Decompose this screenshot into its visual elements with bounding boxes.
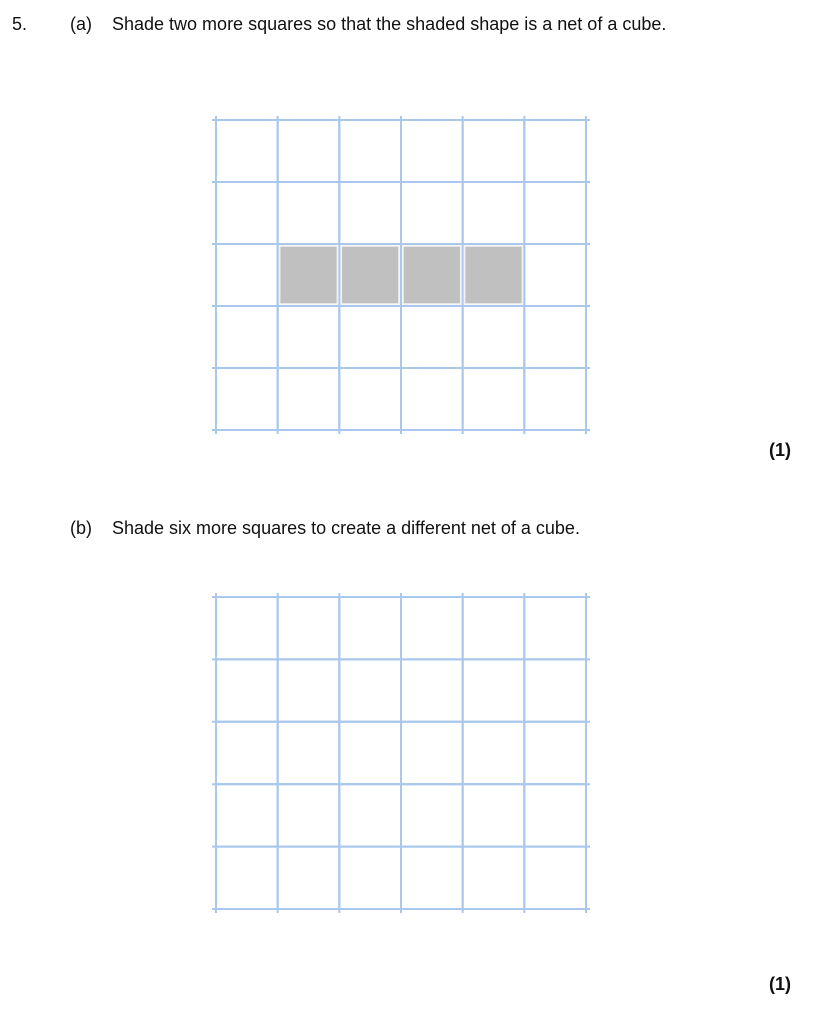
part-a-grid-cell-r2-c3[interactable] (403, 246, 461, 304)
part-b-grid-cell-r1-c2[interactable] (339, 659, 401, 721)
part-b-grid-cell-r0-c4[interactable] (463, 597, 525, 659)
part-b-grid-cell-r2-c5[interactable] (524, 722, 586, 784)
part-b-grid-cell-r4-c1[interactable] (278, 847, 340, 909)
part-a-grid-cell-r2-c4[interactable] (465, 246, 523, 304)
part-a-grid-cell-r3-c2[interactable] (339, 306, 401, 368)
part-a-grid-cell-r3-c1[interactable] (278, 306, 340, 368)
part-b-grid-cell-r2-c1[interactable] (278, 722, 340, 784)
part-b-grid-cell-r2-c2[interactable] (339, 722, 401, 784)
part-a-label: (a) (70, 14, 92, 34)
part-a-grid-cell-r3-c5[interactable] (524, 306, 586, 368)
part-a-grid-cell-r4-c2[interactable] (339, 368, 401, 430)
part-a-grid-cell-r0-c0[interactable] (216, 120, 278, 182)
part-a-grid-cell-r1-c2[interactable] (339, 182, 401, 244)
part-a-grid-cell-r4-c5[interactable] (524, 368, 586, 430)
part-b-grid-svg[interactable] (216, 597, 586, 909)
part-a-grid-cell-r1-c5[interactable] (524, 182, 586, 244)
part-b-grid-cell-r4-c0[interactable] (216, 847, 278, 909)
part-b-grid-cell-r1-c4[interactable] (463, 659, 525, 721)
part-b-grid-cell-r4-c2[interactable] (339, 847, 401, 909)
part-a-grid-cell-r0-c2[interactable] (339, 120, 401, 182)
part-b-grid-cell-r0-c5[interactable] (524, 597, 586, 659)
part-b-grid-cell-r0-c0[interactable] (216, 597, 278, 659)
part-b-grid-cell-r2-c3[interactable] (401, 722, 463, 784)
part-b-grid-cell-r0-c1[interactable] (278, 597, 340, 659)
part-b-grid-cell-r3-c2[interactable] (339, 784, 401, 846)
part-b-grid-cell-r4-c3[interactable] (401, 847, 463, 909)
part-b-grid-cell-r3-c4[interactable] (463, 784, 525, 846)
part-b-grid-cell-r4-c4[interactable] (463, 847, 525, 909)
question-number: 5. (12, 14, 28, 34)
part-b-grid-cell-r3-c0[interactable] (216, 784, 278, 846)
part-b-grid-cell-r0-c2[interactable] (339, 597, 401, 659)
part-a-grid-cell-r1-c3[interactable] (401, 182, 463, 244)
part-a-grid-cell-r1-c4[interactable] (463, 182, 525, 244)
part-b-grid-cell-r1-c1[interactable] (278, 659, 340, 721)
part-a-grid[interactable] (216, 120, 586, 430)
part-a-grid-cell-r4-c0[interactable] (216, 368, 278, 430)
part-a-grid-cell-r3-c4[interactable] (463, 306, 525, 368)
part-b-grid-cell-r1-c0[interactable] (216, 659, 278, 721)
part-a-grid-cell-r1-c1[interactable] (278, 182, 340, 244)
part-a-grid-cell-r0-c1[interactable] (278, 120, 340, 182)
part-a-grid-cell-r4-c3[interactable] (401, 368, 463, 430)
part-b-grid-cell-r1-c5[interactable] (524, 659, 586, 721)
part-b-grid-cell-r4-c5[interactable] (524, 847, 586, 909)
part-a-grid-cell-r1-c0[interactable] (216, 182, 278, 244)
part-b-grid-cell-r3-c1[interactable] (278, 784, 340, 846)
part-b-instruction: Shade six more squares to create a different net of a cube. (112, 518, 580, 538)
part-b-grid-cell-r2-c0[interactable] (216, 722, 278, 784)
part-a-grid-cell-r2-c1[interactable] (280, 246, 338, 304)
part-a-grid-svg[interactable] (216, 120, 586, 430)
part-b-grid[interactable] (216, 597, 586, 909)
part-a-grid-cell-r3-c3[interactable] (401, 306, 463, 368)
part-a-grid-cell-r0-c5[interactable] (524, 120, 586, 182)
part-b-grid-cell-r2-c4[interactable] (463, 722, 525, 784)
part-a-marks: (1) (769, 440, 791, 460)
part-b-grid-cell-r0-c3[interactable] (401, 597, 463, 659)
part-b-grid-cell-r3-c3[interactable] (401, 784, 463, 846)
part-a-grid-cell-r0-c3[interactable] (401, 120, 463, 182)
part-b-marks: (1) (769, 974, 791, 994)
part-a-grid-cell-r2-c5[interactable] (524, 244, 586, 306)
part-a-grid-cell-r0-c4[interactable] (463, 120, 525, 182)
part-a-grid-cell-r3-c0[interactable] (216, 306, 278, 368)
part-b-label: (b) (70, 518, 92, 538)
part-a-grid-cell-r2-c0[interactable] (216, 244, 278, 306)
part-a-grid-cell-r2-c2[interactable] (341, 246, 399, 304)
part-a-grid-cell-r4-c1[interactable] (278, 368, 340, 430)
part-a-instruction: Shade two more squares so that the shaded shape is a net of a cube. (112, 14, 667, 34)
part-b-grid-cell-r1-c3[interactable] (401, 659, 463, 721)
part-b-grid-cell-r3-c5[interactable] (524, 784, 586, 846)
part-a-grid-cell-r4-c4[interactable] (463, 368, 525, 430)
